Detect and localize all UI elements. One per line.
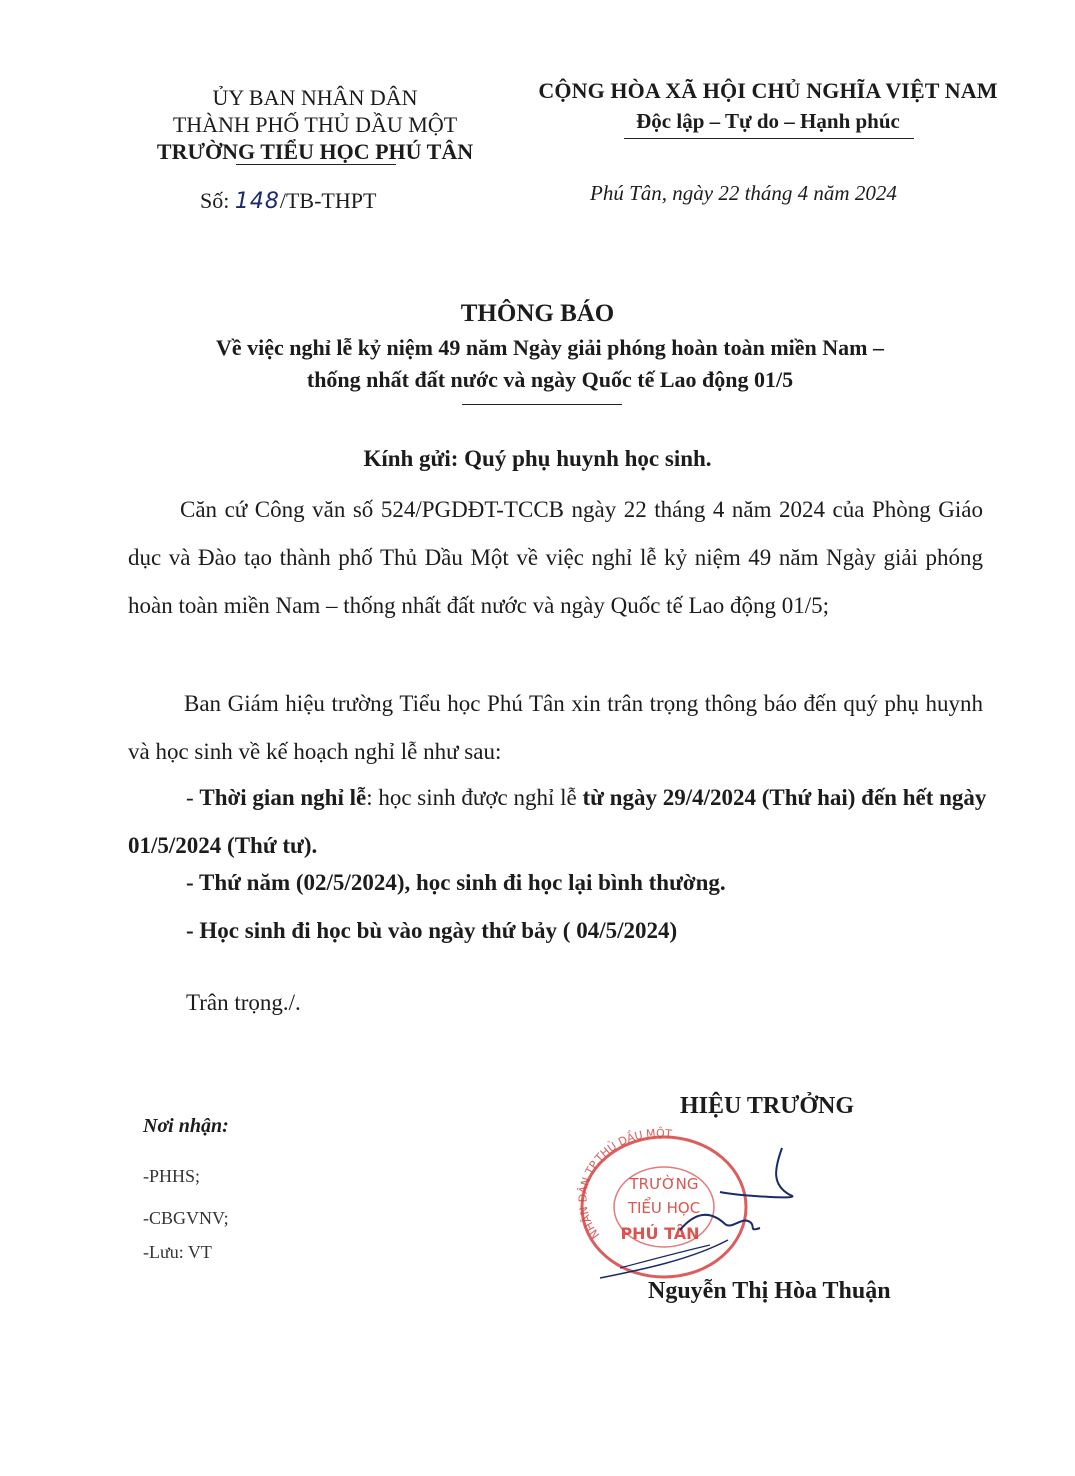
stamp-line-2: TIỂU HỌC <box>627 1199 701 1217</box>
signer-name: Nguyễn Thị Hòa Thuận <box>648 1278 891 1304</box>
national-header <box>508 76 1028 136</box>
title-underline <box>462 404 622 405</box>
bullet-holiday-label: Thời gian nghỉ lễ <box>199 785 367 810</box>
document-number <box>200 188 376 214</box>
document-number-prefix: Số: <box>200 188 235 213</box>
bullet-holiday-dates: từ ngày 29/4/2024 (Thứ hai) đến hết ngày 01/5/2024 (Thứ tư). <box>128 785 987 858</box>
paragraph-basis-text: Căn cứ Công văn số 524/PGDĐT-TCCB ngày 22 tháng 4 năm 2024 của Phòng Giáo dục và Đào tạo thành phố Thủ Dầu Một về việc nghỉ lễ kỷ niệm 49 năm Ngày giải phóng hoàn toàn miền Nam – thống nhất đất nước và ngày Quốc tế Lao động 01/5; <box>128 497 983 618</box>
paragraph-basis <box>128 486 983 630</box>
document-number-handwritten: 148 <box>234 189 280 214</box>
issuer-school-name: TRƯỜNG TIỂU HỌC PHÚ TÂN <box>156 139 474 164</box>
issuer-underline <box>236 164 396 165</box>
recipient-item: -Lưu: VT <box>143 1242 212 1262</box>
stamp-line-3: PHÚ TÂN <box>620 1224 700 1243</box>
bullet-holiday-text: : học sinh được nghỉ lễ <box>366 785 583 810</box>
paragraph-announcement-text: Ban Giám hiệu trường Tiểu học Phú Tân xin trân trọng thông báo đến quý phụ huynh và học sinh về kế hoạch nghỉ lễ như sau: <box>128 691 983 764</box>
stamp-line-1: TRƯỜNG <box>629 1175 699 1193</box>
motto-underline <box>624 138 914 139</box>
paragraph-announcement <box>128 680 983 776</box>
national-motto: Độc lập – Tự do – Hạnh phúc <box>636 109 900 133</box>
subtitle-line-1: Về việc nghỉ lễ kỷ niệm 49 năm Ngày giải phóng hoàn toàn miền Nam – <box>216 335 884 360</box>
bullet-makeup-day: - Học sinh đi học bù vào ngày thứ bảy ( 04/5/2024) <box>186 918 678 943</box>
recipient-item: -CBGVNV; <box>143 1208 229 1228</box>
issuer-line-1: ỦY BAN NHÂN DÂN <box>212 85 418 110</box>
issuer-header <box>120 84 510 165</box>
page-subtitle <box>100 332 1000 396</box>
bullet-dash: - <box>186 785 200 810</box>
recipient-line: Kính gửi: Quý phụ huynh học sinh. <box>363 446 712 471</box>
stamp-ring-text: NHÂN DÂN TP.THỦ DẦU MỘT <box>576 1126 673 1242</box>
bullet-holiday-period <box>128 774 988 870</box>
recipients-heading: Nơi nhận: <box>143 1115 229 1137</box>
issuer-line-2: THÀNH PHỐ THỦ DẦU MỘT <box>172 112 458 137</box>
handwritten-signature <box>560 1140 810 1300</box>
national-title: CỘNG HÒA XÃ HỘI CHỦ NGHĨA VIỆT NAM <box>538 78 998 103</box>
document-number-suffix: /TB-THPT <box>279 188 377 213</box>
closing-text: Trân trọng./. <box>186 990 301 1015</box>
page-title: THÔNG BÁO <box>460 300 615 327</box>
signature-title: HIỆU TRƯỞNG <box>680 1093 855 1119</box>
subtitle-line-2: thống nhất đất nước và ngày Quốc tế Lao động 01/5 <box>306 367 794 392</box>
recipient-item: -PHHS; <box>143 1166 201 1186</box>
document-date: Phú Tân, ngày 22 tháng 4 năm 2024 <box>590 181 897 205</box>
bullet-return-day: - Thứ năm (02/5/2024), học sinh đi học lại bình thường. <box>186 870 726 895</box>
